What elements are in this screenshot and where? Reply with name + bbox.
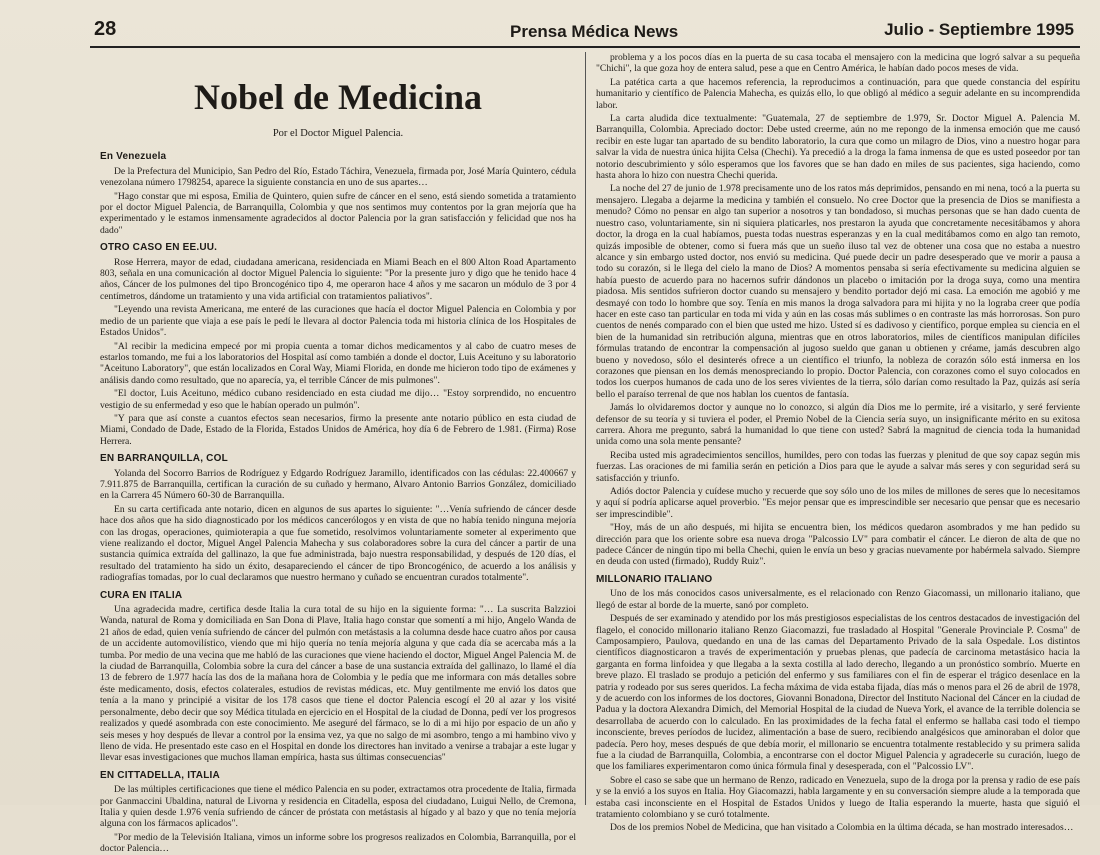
section-heading: En Venezuela xyxy=(100,151,167,163)
section-heading: EN CITTADELLA, ITALIA xyxy=(100,769,220,781)
article-byline: Por el Doctor Miguel Palencia. xyxy=(272,128,404,139)
column-divider xyxy=(585,52,586,805)
article-paragraph: Una agradecida madre, certifica desde Italia la cura total de su hijo en la siguiente forma: "… La suscrita Balzzioi Wanda, natural de Roma y domiciliada en San Dona di Plave, Italia hago constar que somentí a mi hijo, Angelo Wanda de 21 años de edad, quien venía sufriendo de cáncer del pulmón con metástasis a la columna desde hace cuatro años por causa de un accidente automovilístico, viendo que mi hijo quería no tenía mejoría alguna y que cada día se acercaba más a la tumba. Por medio de una vecina que me habló de las curaciones que viene haciendo el doctor, Miguel Angel Palencia M. de la ciudad de Barranquilla, Colombia sobre la cura del cáncer a base de una sustancia extraída del gallinazo, lo llamé el día 13 de febrero de 1.977 hacía las dos de la mañana hora de Colombia y le pedía que me informara con más detalles sobre éste medicamento, dosis, efectos colaterales, estudios de revistas médicas, etc. Muy gentilmente me envió los datos que tenía a la mano y principié a visitar de los 178 casos que tiene el doctor Palencia escogí el 20 al azar y los visité personalmente, debo decir que soy Médica titulada en ejercicio en el Hospital de la ciudad de Donna, pedí ver los progresos realizados y quedé asombrada con este conocimiento. Me aseguré del fármaco, se lo di a mi hijo por espacio de un año y seis meses y hoy después de llevar a control por la ensima vez, ya que no salgo de mi asombro, tengo a mi hambino vivo y lleno de vida. He presentado este caso en el Hospital en donde los directores han invitado a venirse a trabajar a este lugar y llevar esas investigaciones que muchos llaman empírica, hasta sus últimas consecuencias" xyxy=(100,604,576,764)
article-paragraph: "Hago constar que mi esposa, Emilia de Quintero, quien sufre de cáncer en el seno, está siendo sometida a tratamiento por el doctor Miguel Palencia, de Barranquilla, Colombia y que nos sentimos muy contentos por la gran mejoría que ha experimentado y le estamos inmensamente agradecidos al doctor Palencia por la gran satisfacción y felicidad que nos ha dado" xyxy=(100,190,576,236)
article-paragraph: Dos de los premios Nobel de Medicina, que han visitado a Colombia en la última década, se han mostrado interesados… xyxy=(610,822,1074,834)
article-paragraph: problema y a los pocos días en la puerta de su casa tocaba el mensajero con la medicina que logró salvar a su pequeña "Chichi", la que goza hoy de entera salud, pese a que en Centro América, le habían dado pocos meses de vida. xyxy=(596,52,1080,75)
issue-date: Julio - Septiembre 1995 xyxy=(884,20,1074,39)
left-column xyxy=(100,52,577,855)
article-paragraph: "El doctor, Luis Aceituno, médico cubano residenciado en esta ciudad me dijo… "Estoy sorprendido, no encuentro vestigio de su enfermedad y eso que le habían operado un pulmón". xyxy=(100,388,576,411)
article-paragraph: "Leyendo una revista Americana, me enteré de las curaciones que hacía el doctor Miguel Palencia en Colombia y por medio de un pariente que viaja a ese país le pedí le llevara al doctor Palencia toda mi historia clínica de los Hospitales de Estados Unidos". xyxy=(100,304,576,339)
section-heading: EN BARRANQUILLA, COL xyxy=(100,453,228,465)
article-paragraph: Uno de los más conocidos casos universalmente, es el relacionado con Renzo Giacomassi, un millonario italiano, que llegó de estar al borde de la muerte, sanó por completo. xyxy=(596,588,1080,611)
article-paragraph: "Hoy, más de un año después, mi hijita se encuentra bien, los médicos quedaron asombrados y me han pedido su dirección para que los oriente sobre esa nueva droga "Palcossio LV" para combatir el cáncer. Le dieron de alta de que no padece Cáncer de ningún tipo mi bella Chechi, quien le envía un beso y gracias nuevamente por habérmela salvado. Siempre en deuda con usted (firmado), Ruddy Ruiz". xyxy=(596,522,1080,568)
article-paragraph: La noche del 27 de junio de 1.978 precisamente uno de los ratos más deprimidos, pensando en mi nena, tocó a la puerta su mensajero. Llegaba a dejarme la medicina y también el consuelo. No cree Doctor que la presencia de Dios se manifiesta a menudo? Cómo no pensar en algo tan superior a nosotros y tan bondadoso, si muchas personas que se han dado cuenta de nuestro caso, voluntariamente, sin ni siquiera platicarles, nos prestaron la ayuda que concretamente necesitábamos y ahora doctor, la droga en la cual habíamos, puesta todas nuestras esperanzas y en la cual meditábamos como en algo tan remoto, quizás imposible de obtener, como si fuera más que un sueño iluso tal vez de obtener una cosa que no estaba a nuestro alcance y sin embargo usted doctor, nos envió su medicina. Qué puede decir un padre desesperado que ve morir a pausa a todo su corazón, si le llega del cielo la mano de Dios? A momentos pensaba si sería efectivamente su medicina alguien se había puesto de acuerdo para no hacernos sufrir dándonos un placebo o imitación por la droga suya, como una mentira piadosa. Mis sentidos sufrieron doctor cuando su mensajero y bendito portador dejó mi casa. La emoción me agobió y me desmayé con todo lo hombre que soy. Tenía en mis manos la droga salvadora para mi hijita y no la lograba creer que podía hacer en este caso tan particular en toda mi vida y aún en las cosas más sublimes o en contraste las más horrorosas. Son puro cuentos de nenés comparado con el bien que usted me hizo. Usted sí es dadivoso y científico, porque emplea su ciencia en el bien de la humanidad sin retribución alguna, mientras que en otros laboratorios, miles de científicos manipulan difíciles fórmulas tratando de encontrar la compensación al jugoso sueldo que ganan u obtienen y créame, jamás descubren algo bueno y novedoso, sólo el desinterés ofrece a un científico el triunfo, la nobleza de corazón sólo está inmersa en los corazones que piensan en los demás menospreciando lo propio. Doctor Palencia, con corazones como el suyo colocados en todos los cuerpos humanos de cada uno de los seres vivientes de la tierra, sólo darían como resultado la Paz, quizás así sería bello el paraíso terrenal de que nos hablan los cuentos de fantasía. xyxy=(596,183,1080,400)
page-number: 28 xyxy=(94,18,117,40)
section-heading: MILLONARIO ITALIANO xyxy=(596,573,713,585)
article-paragraph: "Al recibir la medicina empecé por mi propia cuenta a tomar dichos medicamentos y al cabo de cuatro meses de estarlos tomando, me fui a los laboratorios del Hospital así como también a donde el doctor, Luis Aceituno y su laboratorio "Aceituno Laboratory", que están localizados en Coral Way, Miami Florida, en donde me hicieron todo tipo de exámenes y análisis dando como resultado, que no aparecía, ya, el terrible Cáncer de mis pulmones". xyxy=(100,340,576,386)
article-title: Nobel de Medicina xyxy=(194,77,482,117)
article-paragraph: En su carta certificada ante notario, dicen en algunos de sus apartes lo siguiente: "…Venía sufriendo de cáncer desde hace dos años que ha sido diagnosticado por los médicos cancerólogos y en vista de que no había tenido ninguna mejoría con las drogas, operaciones, quimioterapia a que fue sometido, resolvimos voluntariamente someter al experimento que viene realizando el doctor, Miguel Angel Palencia Mahecha y sus colaboradores sobre la cura del cáncer a partir de una sustancia química extraída del gallinazo, la que fue administrada, bajo nuestra responsabilidad, y después de 120 días, el resultado del tratamiento ha sido un éxito, desapareciendo el cáncer de tipo Broncogénico, de acuerdo a los análisis y radiografías tomadas, por lo cual declaramos que nuestro hermano y cuñado se encuentran curados totalmente". xyxy=(100,503,576,584)
article-paragraph: Sobre el caso se sabe que un hermano de Renzo, radicado en Venezuela, supo de la droga por la prensa y radio de ese país y se la envió a los suyos en Italia. Hoy Giacomazzi, habla largamente y en su conversación siempre alude a la temporada que estaba casi inconsciente en el Hospital de Estados Unidos y luego de Italia esperando la muerte, hasta que siguió el tratamiento colombiano y se curó totalmente. xyxy=(596,774,1080,820)
publication-name: Prensa Médica News xyxy=(510,22,679,41)
section-heading: CURA EN ITALIA xyxy=(100,589,183,601)
page-header xyxy=(90,18,1080,48)
article-paragraph: La carta aludida dice textualmente: "Guatemala, 27 de septiembre de 1.979, Sr. Doctor Miguel A. Palencia M. Barranquilla, Colombia. Apreciado doctor: Debe usted creerme, aún no me repongo de la inmensa emoción que me causó recibir en este lugar tan apartado de su bendito laboratorio, la cura que como un milagro de Dios, vino a nuestro hogar para salvar la vida de nuestra única hijita Celsa (Chechi). Ya precedió a la droga la fama inmensa de que es usted poseedor por tan notorio descubrimiento y sólo esperamos que los favores que se han dado en miles de sus pacientes, siga haciendo, como hasta ahora lo hizo con nuestra Chechi querida. xyxy=(596,113,1080,182)
article-paragraph: Después de ser examinado y atendido por los más prestigiosos especialistas de los centros destacados de investigación del flagelo, el conocido millonario italiano Renzo Giacomazzi, fue trasladado al Hospital "Generale Provinciale P. Cosma" de Camposampiero, Paulova, quedando en una de las camas del Departamento Privado de la sala Ospedale. Los distintos científicos diagnosticaron a través de experimentación y pruebas plenas, que padecía de carcinoma metastásico hacia la garganta en forma linfoidea y que llegaba a la sexta costilla al lado derecho, llegando a un pronóstico sombrío. Muerte en breve plazo. El traslado se produjo a petición del enfermo y sus familiares con el fin de esperar el trágico desenlace en la patria y rodeado por sus seres queridos. La fecha máxima de vida estaba fijada, días más o menos para el 26 de abril de 1978, y de acuerdo con los informes de los doctores, Giovanni Bonadona, Director del Instituto Nacional del Cáncer en la ciudad de Padua y la doctora Alexandra Dimich, del Memorial Hospital de la ciudad de Nueva York, el avance de la terrible dolencia se desarrollaba de acuerdo con lo calculado. En las proximidades de la fecha fatal el enfermo se hallaba casi todo el tiempo inconsciente, breves períodos de lucidez, alimentación a base de suero, recibiendo analgésicos que aminoraban el dolor que padecía. Pero hoy, meses después de que debía morir, el millonario se encuentra totalmente restablecido y su primera salida fue a la ciudad de Barranquilla, Colombia, a encontrarse con el doctor Miguel Palencia y agradecerle su curación, luego de que los familiares experimentaron como única fórmula final y desesperada, con el "Palcossio LV". xyxy=(596,613,1080,773)
article-paragraph: Reciba usted mis agradecimientos sencillos, humildes, pero con todas las fuerzas y plenitud de que soy capaz según mis fuerzas. Las oraciones de mi familia serán en petición a Dios para que le ayude a salvar más seres y con seguridad será su satisfacción y triunfo. xyxy=(596,449,1080,484)
article-paragraph: "Y para que así conste a cuantos efectos sean necesarios, firmo la presente ante notario público en esta ciudad de Miami, Condado de Dade, Estado de la Florida, Estados Unidos de América, hoy día 6 de Febrero de 1.981. (Firma) Rose Herrera. xyxy=(100,412,576,447)
article-paragraph: Yolanda del Socorro Barrios de Rodríguez y Edgardo Rodríguez Jaramillo, identificados con las cédulas: 22.400667 y 7.911.875 de Barranquilla, certifican la curación de su cuñado y hermano, Alvaro Antonio Barrios González, domiciliado en la Carrera 45 Número 60-30 de Barranquilla. xyxy=(100,467,576,502)
article-paragraph: Adiós doctor Palencia y cuídese mucho y recuerde que soy sólo uno de los miles de millones de seres que lo necesitamos y aquí sí podría aplicarse aquel proverbio. "Es mejor pensar que es imprescindible ser necesario que pensar que es necesario ser imprescindible". xyxy=(596,486,1080,520)
article-paragraph: Rose Herrera, mayor de edad, ciudadana americana, residenciada en Miami Beach en el 800 Alton Road Apartamento 803, señala en una comunicación al doctor Miguel Palencia lo siguiente: "Por la presente juro y digo que he tenido hace 4 años, Cáncer de los pulmones del tipo Broncogénico tipo 4, me operaron hace 4 años y me sacaron un módulo de 3 por 4 centímetros, dándome un tratamiento y una vida artificial con tratamientos paliativos". xyxy=(100,256,576,302)
article-paragraph: Jamás lo olvidaremos doctor y aunque no lo conozco, si algún día Dios me lo permite, iré a visitarlo, y seré ferviente defensor de su teoría y si tuviera el poder, el Premio Nobel de la Ciencia sería suyo, un insignificante mérito en su exitosa carrera. Ahora me pregunto, sabrá la humanidad lo que tiene con usted? Sabrá la magnitud de ciencia toda la humanidad unida como una sola mente pensante? xyxy=(596,402,1080,448)
article-paragraph: De la Prefectura del Municipio, San Pedro del Río, Estado Táchira, Venezuela, firmada por, José María Quintero, cédula venezolana número 1798254, aparece la siguiente constancia en uno de sus apartes… xyxy=(100,165,577,189)
article-paragraph: "Por medio de la Televisión Italiana, vimos un informe sobre los progresos realizados en Colombia, Barranquilla, por el doctor Palencia… xyxy=(100,831,576,855)
section-heading: OTRO CASO EN EE.UU. xyxy=(100,242,218,254)
article-paragraph: De las múltiples certificaciones que tiene el médico Palencia en su poder, extractamos otra procedente de Italia, firmada por Ganmaccini Ubaldina, natural de Livorna y residencia en Citadella, esposa del ciudadano, Luigui Nello, de Cremona, Italia y quien desde 1.976 venía sufriendo de cáncer de próstata con metástasis al hígado y al bazo y que no tenía mejoría alguna con los fármacos aplicados". xyxy=(100,784,576,830)
right-column xyxy=(596,52,1080,834)
article-paragraph: La patética carta a que hacemos referencia, la reproducimos a continuación, para que quede constancia del espíritu humanitario y científico de Palencia Mahecha, es quizás ello, lo que obligó al médico a seguir adelante en su incomprendida labor. xyxy=(596,76,1080,111)
